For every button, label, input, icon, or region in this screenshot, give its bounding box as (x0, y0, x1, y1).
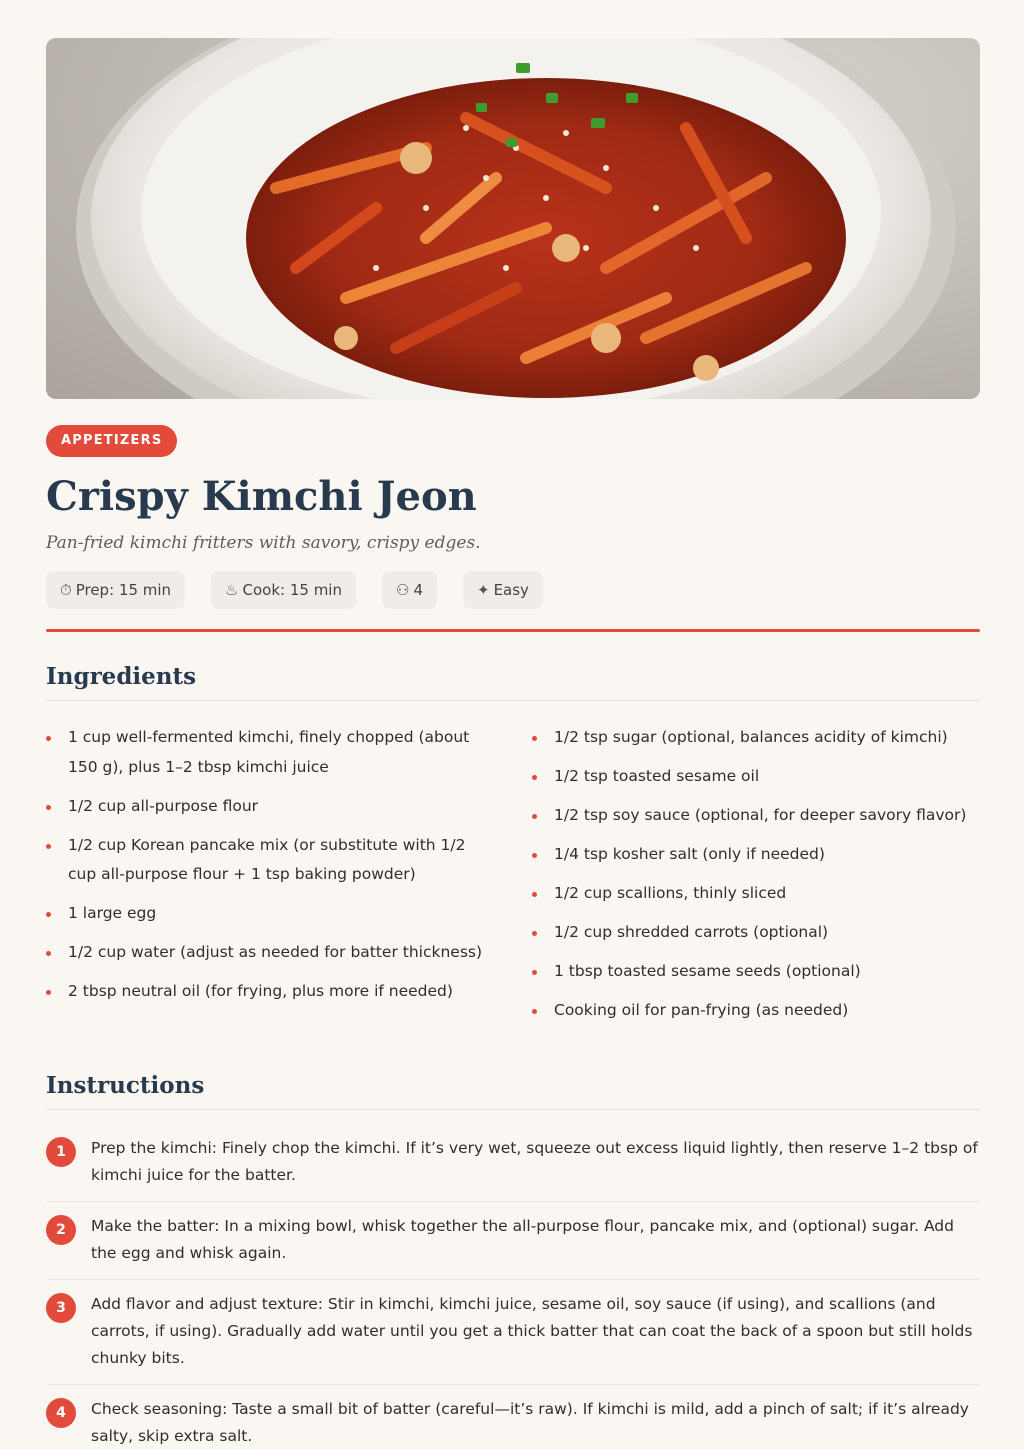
ingredients-list (46, 723, 980, 1035)
difficulty-icon: ✦ (476, 581, 490, 599)
list-item: 2 tbsp neutral oil (for frying, plus more if needed) (46, 977, 494, 1007)
step-item (46, 1124, 980, 1202)
step-number-badge: 1 (46, 1137, 76, 1167)
page-title: Crispy Kimchi Jeon (46, 473, 477, 520)
ingredients-column-left (46, 723, 494, 1035)
recipe-subtitle: Pan-fried kimchi fritters with savory, crispy edges. (46, 533, 481, 553)
step-number-badge: 4 (46, 1398, 76, 1428)
instructions-list (46, 1124, 980, 1449)
step-number-badge: 3 (46, 1293, 76, 1323)
step-text: Make the batter: In a mixing bowl, whisk together the all-purpose flour, pancake mix, and (optional) sugar. Add the egg and whisk again. (91, 1217, 954, 1262)
fire-icon: ♨ (225, 581, 239, 599)
cook-time-label: Cook: 15 min (242, 581, 342, 599)
list-item: 1/2 cup water (adjust as needed for batter thickness) (46, 938, 494, 968)
step-item (46, 1385, 980, 1449)
difficulty-label: Easy (493, 581, 529, 599)
step-number-badge: 2 (46, 1215, 76, 1245)
recipe-meta (46, 571, 980, 609)
prep-time-label: Prep: 15 min (75, 581, 172, 599)
servings-pill (382, 571, 437, 609)
prep-time-pill (46, 571, 185, 609)
servings-icon: ⚇ (395, 581, 410, 599)
cook-time-pill (211, 571, 356, 609)
step-text: Prep the kimchi: Finely chop the kimchi. If it’s very wet, squeeze out excess liquid lightly, then reserve 1–2 tbsp of kimchi juice for the batter. (91, 1139, 978, 1184)
list-item: 1/4 tsp kosher salt (only if needed) (532, 840, 980, 870)
list-item: 1/2 cup all-purpose flour (46, 792, 494, 822)
step-text: Add flavor and adjust texture: Stir in kimchi, kimchi juice, sesame oil, soy sauce (if using), and scallions (and carrots, if using). Gradually add water until you get a thick batter that can coat the back of a spoon but still holds chunky bits. (91, 1295, 973, 1367)
step-item (46, 1202, 980, 1280)
list-item: 1/2 cup shredded carrots (optional) (532, 918, 980, 948)
list-item: Cooking oil for pan-frying (as needed) (532, 996, 980, 1026)
list-item: 1/2 tsp sugar (optional, balances acidity of kimchi) (532, 723, 980, 753)
list-item: 1 tbsp toasted sesame seeds (optional) (532, 957, 980, 987)
ingredients-column-right (532, 723, 980, 1035)
recipe-card (46, 38, 980, 1449)
hero-food-photo (46, 38, 980, 399)
header-divider (46, 629, 980, 632)
list-item: 1/2 cup Korean pancake mix (or substitute with 1/2 cup all-purpose flour + 1 tsp baking powder) (46, 831, 494, 890)
clock-icon: ⏱ (60, 581, 72, 599)
step-text: Check seasoning: Taste a small bit of batter (careful—it’s raw). If kimchi is mild, add a pinch of salt; if it’s already salty, skip extra salt. (91, 1400, 969, 1445)
list-item: 1 large egg (46, 899, 494, 929)
difficulty-pill (463, 571, 543, 609)
list-item: 1/2 tsp toasted sesame oil (532, 762, 980, 792)
list-item: 1/2 cup scallions, thinly sliced (532, 879, 980, 909)
instructions-heading: Instructions (46, 1072, 980, 1110)
servings-label: 4 (413, 581, 423, 599)
step-item (46, 1280, 980, 1385)
category-badge: APPETIZERS (46, 425, 177, 457)
ingredients-heading: Ingredients (46, 663, 980, 701)
kimchi-dish-illustration (46, 38, 980, 399)
list-item: 1 cup well-fermented kimchi, finely chopped (about 150 g), plus 1–2 tbsp kimchi juice (46, 723, 494, 782)
list-item: 1/2 tsp soy sauce (optional, for deeper savory flavor) (532, 801, 980, 831)
